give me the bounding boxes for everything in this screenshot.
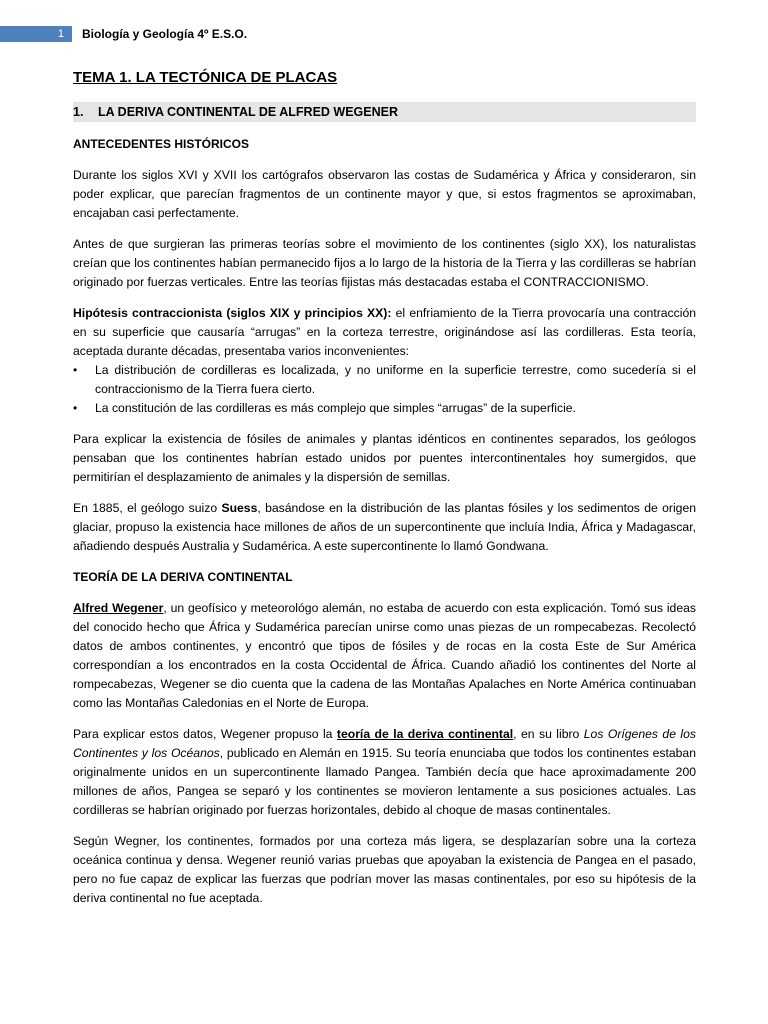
header-title: Biología y Geología 4º E.S.O.	[82, 27, 248, 41]
list-item-text: La distribución de cordilleras es localizada, y no uniforme en la superficie terrestre, como sucedería si el contraccionismo de la Tierra fuera cierto.	[95, 363, 696, 396]
list-item	[73, 399, 696, 418]
inconvenientes-list	[73, 361, 696, 418]
subheading-teoria: TEORÍA DE LA DERIVA CONTINENTAL	[73, 570, 293, 584]
suess-text-a: En 1885, el geólogo suizo	[73, 501, 222, 515]
bullet-icon: •	[73, 401, 78, 415]
page-number: 1	[57, 28, 64, 40]
teoria-text-a: Para explicar estos datos, Wegener propuso la	[73, 727, 337, 741]
teoria-text-b: , en su libro	[513, 727, 584, 741]
list-item	[73, 361, 696, 399]
section-number: 1.	[73, 105, 84, 119]
subheading-antecedentes: ANTECEDENTES HISTÓRICOS	[73, 137, 250, 151]
paragraph-puentes: Para explicar la existencia de fósiles de animales y plantas idénticos en continentes separados, los geólogos pensaban que los continentes habrían estado unidos por puentes intercontinentales hoy sumergidos, que permitirían el desplazamiento de animales y la dispersión de semillas.	[73, 432, 696, 484]
paragraph-fijistas: Antes de que surgieran las primeras teorías sobre el movimiento de los continentes (siglo XX), los naturalistas creían que los continentes habían permanecido fijos a lo largo de la historia de la Tierra y las cordilleras se habrían originado por fuerzas verticales. Entre las teorías fijistas más destacadas estaba el CONTRACCIONISMO.	[73, 237, 696, 289]
paragraph-contraccionista	[73, 304, 696, 361]
document-title: TEMA 1. LA TECTÓNICA DE PLACAS	[73, 69, 338, 86]
contraccionista-text: el enfriamiento de la Tierra provocaría una contracción en su superficie que causaría “arrugas” en la corteza terrestre, originándose así las cordilleras. Esta teoría, aceptada durante décadas, presentaba varios inconvenientes:	[73, 306, 697, 358]
bullet-icon: •	[73, 363, 78, 377]
wegener-name: Alfred Wegener	[73, 601, 164, 615]
paragraph-conclusion: Según Wegner, los continentes, formados por una corteza más ligera, se desplazarían sobre una la corteza oceánica continua y densa. Wegener reunió varias pruebas que apoyaban la existencia de Pangea en el pasado, pero no fue capaz de explicar las fuerzas que podrían mover las masas continentales, por eso su hipótesis de la deriva continental no fue aceptada.	[73, 834, 696, 905]
list-item-text: La constitución de las cordilleras es más complejo que simples “arrugas” de la superficie.	[95, 401, 576, 415]
contraccionista-label: Hipótesis contraccionista (siglos XIX y principios XX):	[73, 306, 392, 320]
teoria-text-c: , publicado en Alemán en 1915. Su teoría enunciaba que todos los continentes estaban originalmente unidos en un supercontinente llamado Pangea. También decía que hace aproximadamente 200 millones de años, Pangea se separó y los continentes se movieron lentamente a sus posiciones actuales. Las cordilleras se habrían originado por fuerzas horizontales, debido al choque de masas continentales.	[73, 746, 696, 817]
wegener-text: , un geofísico y meteorológo alemán, no estaba de acuerdo con esta explicación. Tomó sus ideas del conocido hecho que África y Sudamérica parecían unirse como unas piezas de un rompecabezas. Recolectó datos de ambos continentes, y encontró que tipos de fósiles y de rocas en la costa Este de Sur América correspondían a los encontrados en la costa Occidental de África. Cuando añadió los continentes del Norte al rompecabezas, Wegener se dio cuenta que la cadena de las Montañas Apalaches en Norte América continuaban como las Montañas Caledonias en el Norte de Europa.	[73, 601, 696, 710]
section-title: LA DERIVA CONTINENTAL DE ALFRED WEGENER	[98, 105, 398, 119]
paragraph-suess	[73, 499, 696, 556]
suess-name: Suess	[221, 501, 258, 515]
suess-text-b: , basándose en la distribución de las plantas fósiles y los sedimentos de origen glaciar, propuso la existencia hace millones de años de un supercontinente que incluía India, África y Madagascar, añadiendo después Australia y Sudamérica. A este supercontinente lo llamó Gondwana.	[73, 501, 696, 553]
teoria-term: teoría de la deriva continental	[336, 727, 514, 741]
document-body	[73, 66, 696, 920]
paragraph-cartografos: Durante los siglos XVI y XVII los cartógrafos observaron las costas de Sudamérica y África y consideraron, sin poder explicar, que parecían fragmentos de un continente mayor y que, si estos fragmentos se aproximaban, encajaban casi perfectamente.	[73, 168, 696, 220]
paragraph-wegener	[73, 599, 696, 713]
section-heading-band	[73, 102, 696, 122]
book-title: Los Orígenes de los Continentes y los Océanos	[73, 727, 696, 760]
paragraph-teoria	[73, 725, 696, 820]
